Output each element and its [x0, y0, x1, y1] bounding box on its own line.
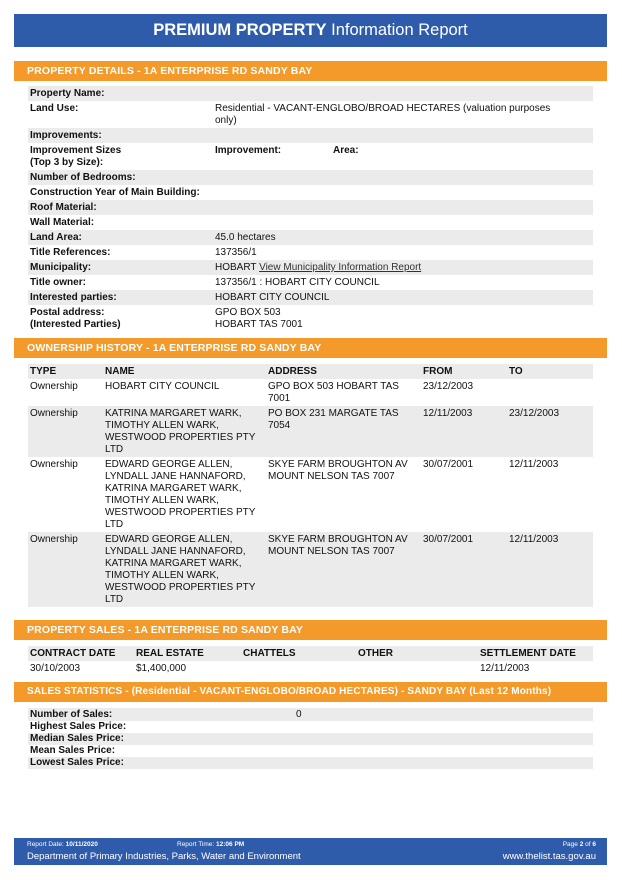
report-time-label: Report Time:: [177, 841, 215, 848]
section-ownership-history: OWNERSHIP HISTORY - 1A ENTERPRISE RD SANDY BAY: [14, 338, 607, 358]
col-header-address: ADDRESS: [268, 366, 317, 377]
cell-name-line: LTD: [105, 519, 124, 530]
row-municipality: [28, 260, 593, 275]
sales-header-row: [28, 646, 593, 661]
cell-name-line: TIMOTHY ALLEN WARK,: [105, 495, 219, 506]
cell-address-line: PO BOX 231 MARGATE TAS: [268, 408, 399, 419]
table-row: [28, 532, 593, 607]
cell-name-line: LYNDALL JANE HANNAFORD,: [105, 546, 246, 557]
section-property-details: PROPERTY DETAILS - 1A ENTERPRISE RD SANDY BAY: [14, 61, 607, 81]
property-details-table: [28, 86, 593, 332]
table-row: [28, 406, 593, 457]
row-number-of-sales: [28, 708, 593, 721]
cell-name-line: KATRINA MARGARET WARK,: [105, 483, 242, 494]
row-land-area: [28, 230, 593, 245]
cell-address-line: SKYE FARM BROUGHTON AV: [268, 534, 408, 545]
sales-statistics-table: [28, 708, 593, 769]
cell-address-line: 7054: [268, 420, 291, 431]
ownership-table: [28, 364, 593, 607]
cell-from: 30/07/2001: [423, 534, 474, 545]
value-land-area: 45.0 hectares: [215, 232, 276, 243]
row-roof-material: [28, 200, 593, 215]
cell-address-line: MOUNT NELSON TAS 7007: [268, 546, 395, 557]
report-title-rest: Information Report: [331, 21, 468, 39]
page-of: of: [585, 841, 591, 848]
label-postal-address-line1: Postal address:: [30, 307, 105, 318]
section-property-sales: PROPERTY SALES - 1A ENTERPRISE RD SANDY BAY: [14, 620, 607, 640]
value-postal-address-line2: HOBART TAS 7001: [215, 319, 303, 330]
table-row: [28, 661, 593, 676]
value-land-use-line2: only): [215, 115, 237, 126]
label-property-name: Property Name:: [30, 88, 105, 99]
footer-report-date: [27, 841, 98, 848]
col-header-from: FROM: [423, 366, 453, 377]
row-highest-sales-price: [28, 721, 593, 733]
cell-type: Ownership: [30, 459, 78, 470]
label-land-use: Land Use:: [30, 103, 79, 114]
label-interested-parties: Interested parties:: [30, 292, 117, 303]
col-header-name: NAME: [105, 366, 135, 377]
report-time-value: 12:06 PM: [216, 841, 245, 848]
col-header-other: OTHER: [358, 648, 393, 659]
value-land-use-line1: Residential - VACANT-ENGLOBO/BROAD HECTARES (valuation purposes: [215, 103, 551, 114]
cell-name-line: WESTWOOD PROPERTIES PTY: [105, 432, 256, 443]
value-title-owner: 137356/1 : HOBART CITY COUNCIL: [215, 277, 380, 288]
value-postal-address-line1: GPO BOX 503: [215, 307, 281, 318]
label-highest-sales-price: Highest Sales Price:: [30, 721, 127, 732]
sales-table: [28, 646, 593, 676]
row-title-owner: [28, 275, 593, 290]
cell-address-line: GPO BOX 503 HOBART TAS: [268, 381, 399, 392]
cell-name-line: TIMOTHY ALLEN WARK,: [105, 420, 219, 431]
table-row: [28, 379, 593, 406]
ownership-header-row: [28, 364, 593, 379]
row-property-name: [28, 86, 593, 101]
row-postal-address: [28, 305, 593, 332]
label-improvement-sizes-line2: (Top 3 by Size):: [30, 157, 104, 168]
page-footer: [14, 838, 607, 865]
row-land-use: [28, 101, 593, 128]
label-municipality: Municipality:: [30, 262, 92, 273]
cell-to: 12/11/2003: [509, 534, 559, 545]
cell-name-line: LTD: [105, 444, 124, 455]
label-postal-address-line2: (Interested Parties): [30, 319, 121, 330]
municipality-report-link[interactable]: View Municipality Information Report: [259, 262, 422, 273]
cell-name-line: TIMOTHY ALLEN WARK,: [105, 570, 219, 581]
report-date-value: 10/11/2020: [65, 841, 98, 848]
row-improvements: [28, 128, 593, 143]
row-wall-material: [28, 215, 593, 230]
page-current: 2: [579, 841, 584, 848]
footer-website-link[interactable]: www.thelist.tas.gov.au: [502, 851, 596, 862]
cell-name-line: EDWARD GEORGE ALLEN,: [105, 534, 233, 545]
label-bedrooms: Number of Bedrooms:: [30, 172, 136, 183]
label-area-col: Area:: [333, 145, 359, 156]
row-construction-year: [28, 185, 593, 200]
label-construction-year: Construction Year of Main Building:: [30, 187, 200, 198]
cell-address-line: 7001: [268, 393, 291, 404]
cell-address-line: MOUNT NELSON TAS 7007: [268, 471, 395, 482]
value-interested-parties: HOBART CITY COUNCIL: [215, 292, 330, 303]
label-title-owner: Title owner:: [30, 277, 86, 288]
footer-department: Department of Primary Industries, Parks, Water and Environment: [27, 851, 301, 862]
page-total: 6: [592, 841, 596, 848]
municipality-name: HOBART: [215, 262, 257, 273]
row-interested-parties: [28, 290, 593, 305]
section-sales-statistics: SALES STATISTICS - (Residential - VACANT-ENGLOBO/BROAD HECTARES) - SANDY BAY (Last 12 Months): [14, 682, 607, 702]
label-median-sales-price: Median Sales Price:: [30, 733, 124, 744]
label-lowest-sales-price: Lowest Sales Price:: [30, 757, 124, 768]
cell-settlement-date: 12/11/2003: [480, 663, 530, 674]
label-land-area: Land Area:: [30, 232, 82, 243]
row-lowest-sales-price: [28, 757, 593, 769]
cell-name-line: KATRINA MARGARET WARK,: [105, 408, 242, 419]
row-title-references: [28, 245, 593, 260]
cell-name-line: WESTWOOD PROPERTIES PTY: [105, 507, 256, 518]
value-number-of-sales: 0: [296, 709, 302, 720]
table-row: [28, 457, 593, 532]
cell-name-line: KATRINA MARGARET WARK,: [105, 558, 242, 569]
label-improvements: Improvements:: [30, 130, 102, 141]
cell-to: 23/12/2003: [509, 408, 560, 419]
report-title-bold: PREMIUM PROPERTY: [153, 21, 327, 39]
label-improvement-sizes-line1: Improvement Sizes: [30, 145, 122, 156]
page-label: Page: [562, 841, 578, 848]
label-mean-sales-price: Mean Sales Price:: [30, 745, 116, 756]
cell-name-line: LTD: [105, 594, 124, 605]
cell-name-line: WESTWOOD PROPERTIES PTY: [105, 582, 256, 593]
cell-type: Ownership: [30, 381, 78, 392]
cell-real-estate: $1,400,000: [136, 663, 187, 674]
cell-name-line: LYNDALL JANE HANNAFORD,: [105, 471, 246, 482]
row-improvement-sizes: [28, 143, 593, 170]
footer-report-time: [177, 841, 244, 848]
footer-page-number: [563, 841, 596, 848]
cell-type: Ownership: [30, 408, 78, 419]
cell-from: 23/12/2003: [423, 381, 474, 392]
row-bedrooms: [28, 170, 593, 185]
col-header-settlement-date: SETTLEMENT DATE: [480, 648, 576, 659]
cell-address-line: SKYE FARM BROUGHTON AV: [268, 459, 408, 470]
label-wall-material: Wall Material:: [30, 217, 95, 228]
value-title-references: 137356/1: [215, 247, 257, 258]
cell-from: 30/07/2001: [423, 459, 474, 470]
col-header-to: TO: [509, 366, 523, 377]
label-number-of-sales: Number of Sales:: [30, 709, 113, 720]
label-title-references: Title References:: [30, 247, 111, 258]
col-header-chattels: CHATTELS: [243, 648, 296, 659]
cell-type: Ownership: [30, 534, 78, 545]
row-mean-sales-price: [28, 745, 593, 757]
cell-from: 12/11/2003: [423, 408, 473, 419]
cell-contract-date: 30/10/2003: [30, 663, 81, 674]
col-header-real-estate: REAL ESTATE: [136, 648, 204, 659]
cell-name-line: EDWARD GEORGE ALLEN,: [105, 459, 233, 470]
value-municipality: [215, 262, 421, 274]
cell-to: 12/11/2003: [509, 459, 559, 470]
label-roof-material: Roof Material:: [30, 202, 97, 213]
col-header-type: TYPE: [30, 366, 57, 377]
label-improvement-col: Improvement:: [215, 145, 282, 156]
report-date-label: Report Date:: [27, 841, 64, 848]
cell-name-line: HOBART CITY COUNCIL: [105, 381, 220, 392]
row-median-sales-price: [28, 733, 593, 745]
report-title-bar: [14, 14, 607, 47]
col-header-contract-date: CONTRACT DATE: [30, 648, 116, 659]
